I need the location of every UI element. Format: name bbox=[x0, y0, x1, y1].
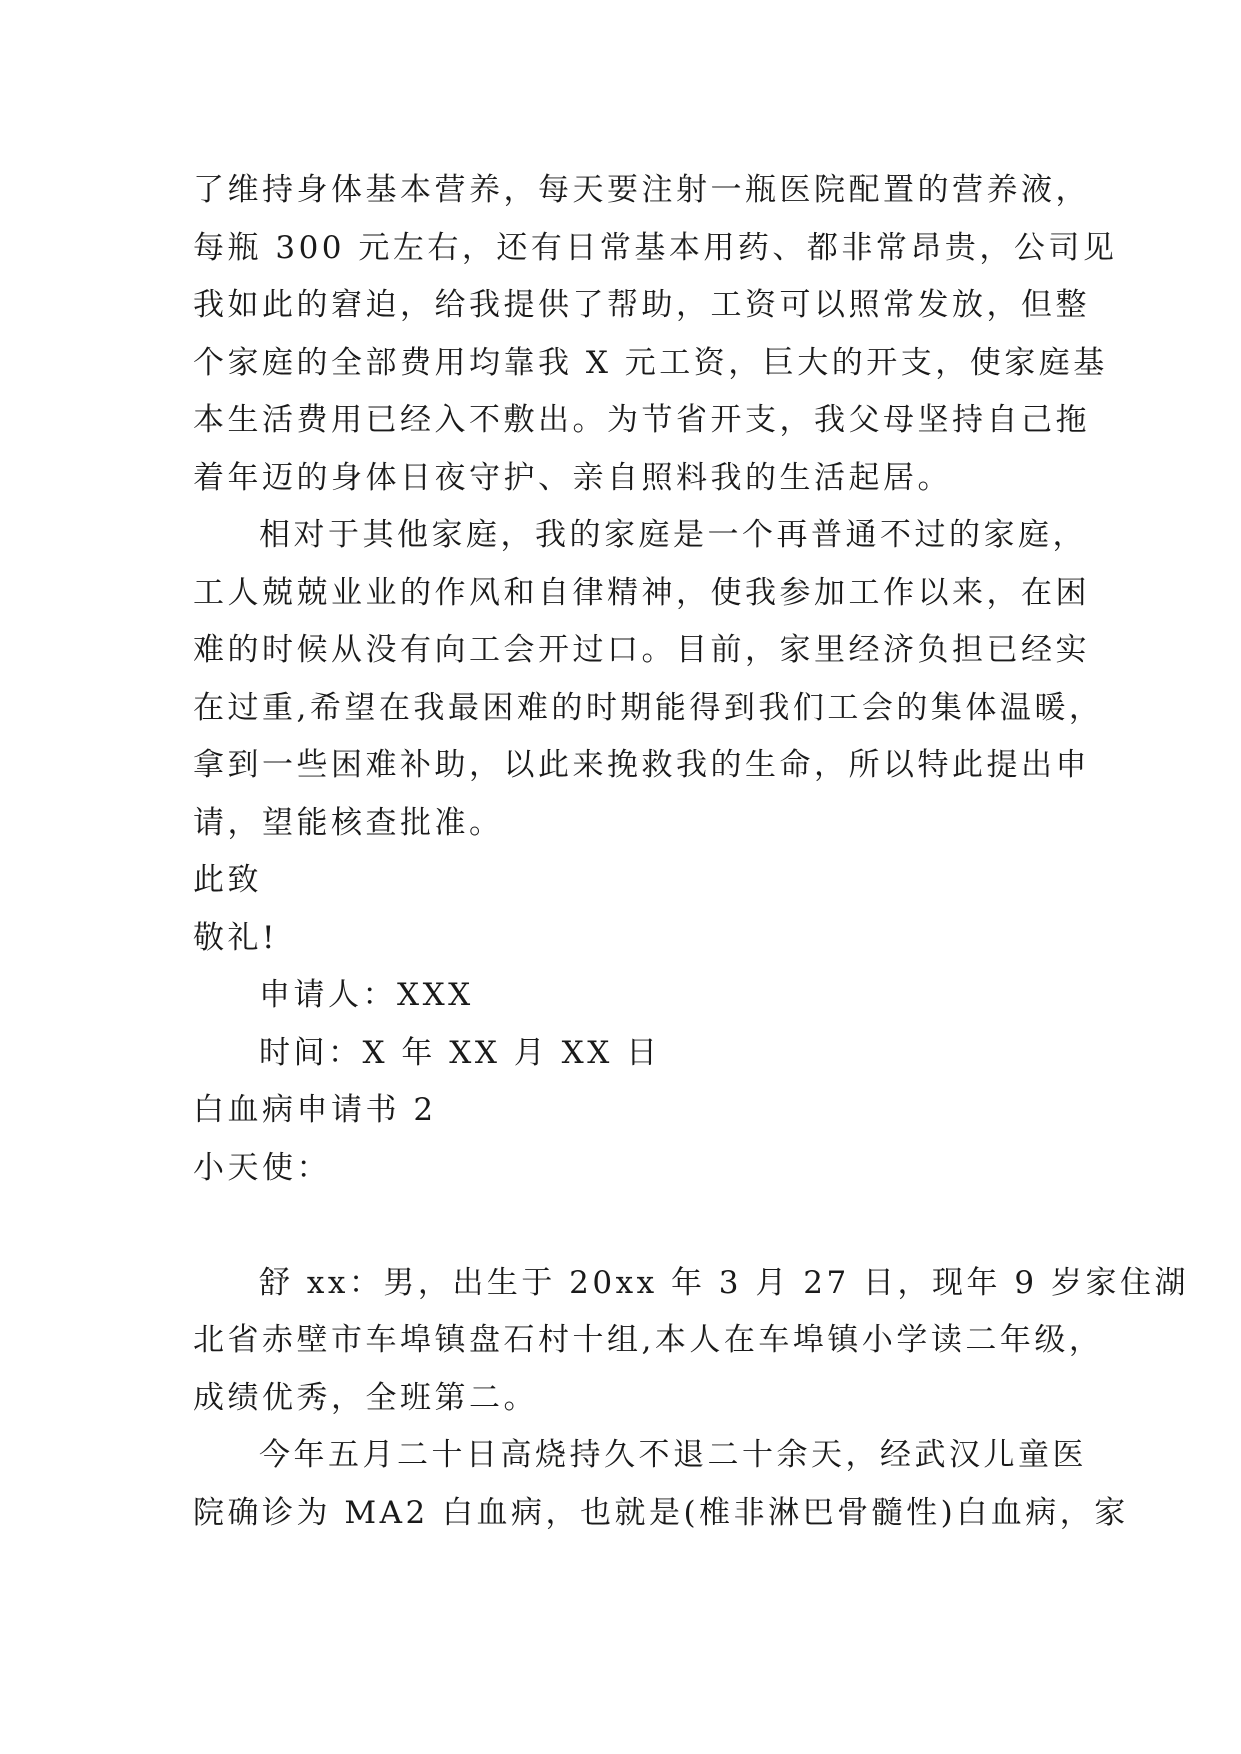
text-line: 我如此的窘迫，给我提供了帮助，工资可以照常发放，但整 bbox=[193, 287, 1090, 323]
blank-line bbox=[193, 1197, 1053, 1255]
text-line: 时间：X 年 XX 月 XX 日 bbox=[259, 1034, 661, 1071]
text-line: 院确诊为 MA2 白血病，也就是(椎非淋巴骨髓性)白血病，家 bbox=[193, 1494, 1129, 1531]
text-line: 每瓶 300 元左右，还有日常基本用药、都非常昂贵，公司见 bbox=[193, 229, 1118, 266]
text-line: 敬礼! bbox=[193, 919, 278, 956]
text-line: 舒 xx：男，出生于 20xx 年 3 月 27 日，现年 9 岁家住湖 bbox=[259, 1264, 1189, 1301]
text-line: 成绩优秀，全班第二。 bbox=[193, 1379, 538, 1416]
text-line: 请，望能核查批准。 bbox=[193, 804, 504, 841]
text-line: 拿到一些困难补助，以此来挽救我的生命，所以特此提出申 bbox=[193, 747, 1090, 783]
text-line: 工人兢兢业业的作风和自律精神，使我参加工作以来，在困 bbox=[193, 574, 1090, 611]
text-line: 小天使： bbox=[193, 1149, 331, 1186]
text-line: 此致 bbox=[193, 862, 262, 898]
text-line: 了维持身体基本营养，每天要注射一瓶医院配置的营养液， bbox=[193, 172, 1090, 208]
text-line: 个家庭的全部费用均靠我 X 元工资，巨大的开支，使家庭基 bbox=[193, 344, 1108, 381]
text-line: 申请人：XXX bbox=[259, 977, 474, 1013]
text-line: 着年迈的身体日夜守护、亲自照料我的生活起居。 bbox=[193, 459, 952, 496]
text-line: 本生活费用已经入不敷出。为节省开支，我父母坚持自己拖 bbox=[193, 402, 1090, 438]
text-line: 难的时候从没有向工会开过口。目前，家里经济负担已经实 bbox=[193, 632, 1090, 668]
text-line: 白血病申请书 2 bbox=[193, 1092, 437, 1128]
document-body bbox=[193, 162, 1189, 1542]
text-line: 今年五月二十日高烧持久不退二十余天，经武汉儿童医 bbox=[259, 1437, 1087, 1473]
text-line: 北省赤壁市车埠镇盘石村十组,本人在车埠镇小学读二年级， bbox=[193, 1322, 1104, 1358]
text-line: 在过重,希望在我最困难的时期能得到我们工会的集体温暖， bbox=[193, 689, 1104, 726]
text-line: 相对于其他家庭，我的家庭是一个再普通不过的家庭， bbox=[259, 517, 1087, 553]
